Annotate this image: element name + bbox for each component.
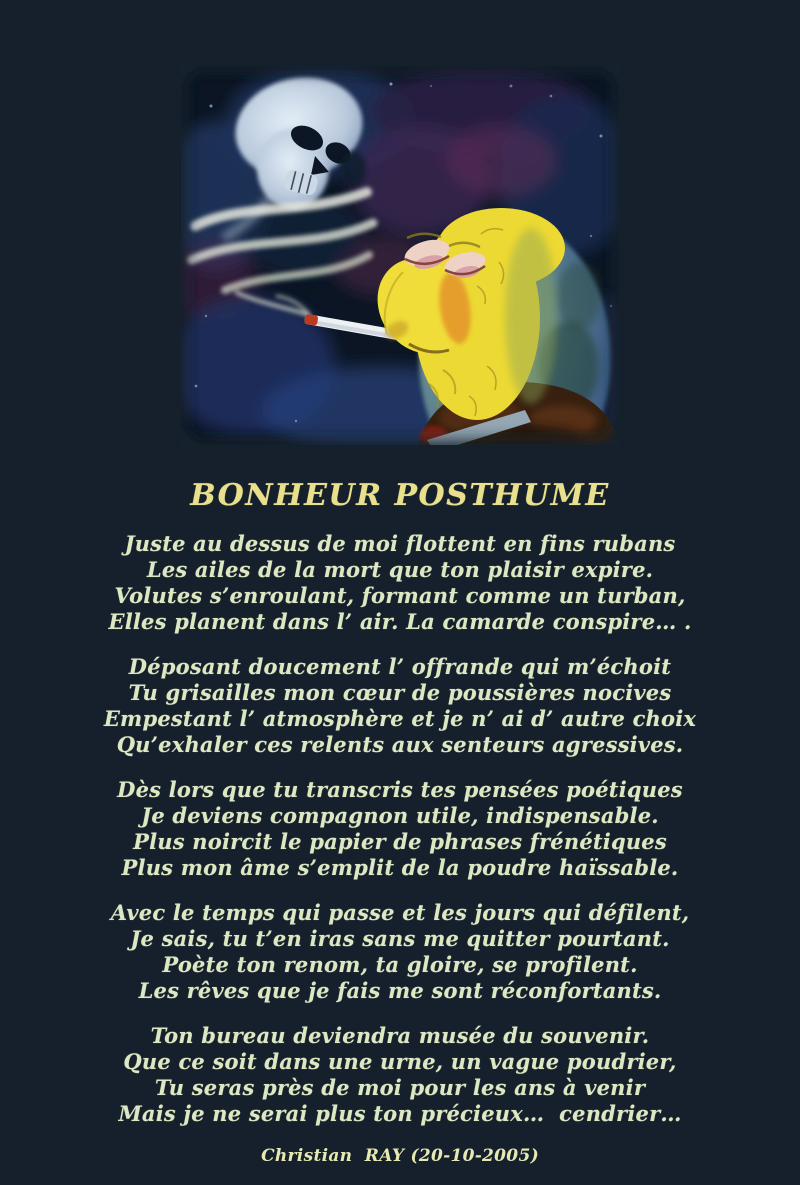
poem-line: Juste au dessus de moi flottent en fins rubans [124,531,676,556]
illustration-canvas [181,66,619,445]
poem-line: Avec le temps qui passe et les jours qui défilent, [110,900,690,925]
poem-line: Déposant doucement l’ offrande qui m’échoit [128,654,672,679]
stanza [0,654,800,758]
stanza [0,900,800,1004]
poem-line: Empestant l’ atmosphère et je n’ ai d’ autre choix [103,706,697,731]
poem-line: Plus noircit le papier de phrases frénétiques [133,829,667,854]
poem-line: Que ce soit dans une urne, un vague poudrier, [123,1049,677,1074]
poem-line: Qu’exhaler ces relents aux senteurs agressives. [116,732,684,757]
poem-line: Je deviens compagnon utile, indispensable. [141,803,659,828]
poem-line: Volutes s’enroulant, formant comme un turban, [114,583,686,608]
poem-title: BONHEUR POSTHUME [190,478,610,513]
smoker-skull-artwork [181,66,619,445]
poem-line: Ton bureau deviendra musée du souvenir. [150,1023,650,1048]
poem-content [0,478,800,1166]
poem-stanzas [0,531,800,1127]
stanza [0,531,800,635]
poem-line: Les rêves que je fais me sont réconfortants. [138,978,662,1003]
stanza [0,777,800,881]
stanza [0,1023,800,1127]
poem-line: Poète ton renom, ta gloire, se profilent. [162,952,638,977]
poem-line: Mais je ne serai plus ton précieux… cendrier… [118,1101,682,1126]
poem-line: Dès lors que tu transcris tes pensées poétiques [117,777,683,802]
poem-line: Les ailes de la mort que ton plaisir expire. [146,557,654,582]
poem-line: Plus mon âme s’emplit de la poudre haïssable. [121,855,679,880]
poem-line: Elles planent dans l’ air. La camarde conspire… . [108,609,692,634]
smoker-skull-illustration [181,66,619,445]
poem-attribution: Christian RAY (20-10-2005) [261,1146,539,1166]
poem-line: Tu seras près de moi pour les ans à venir [154,1075,646,1100]
poem-line: Je sais, tu t’en iras sans me quitter pourtant. [130,926,670,951]
poem-line: Tu grisailles mon cœur de poussières nocives [128,680,672,705]
